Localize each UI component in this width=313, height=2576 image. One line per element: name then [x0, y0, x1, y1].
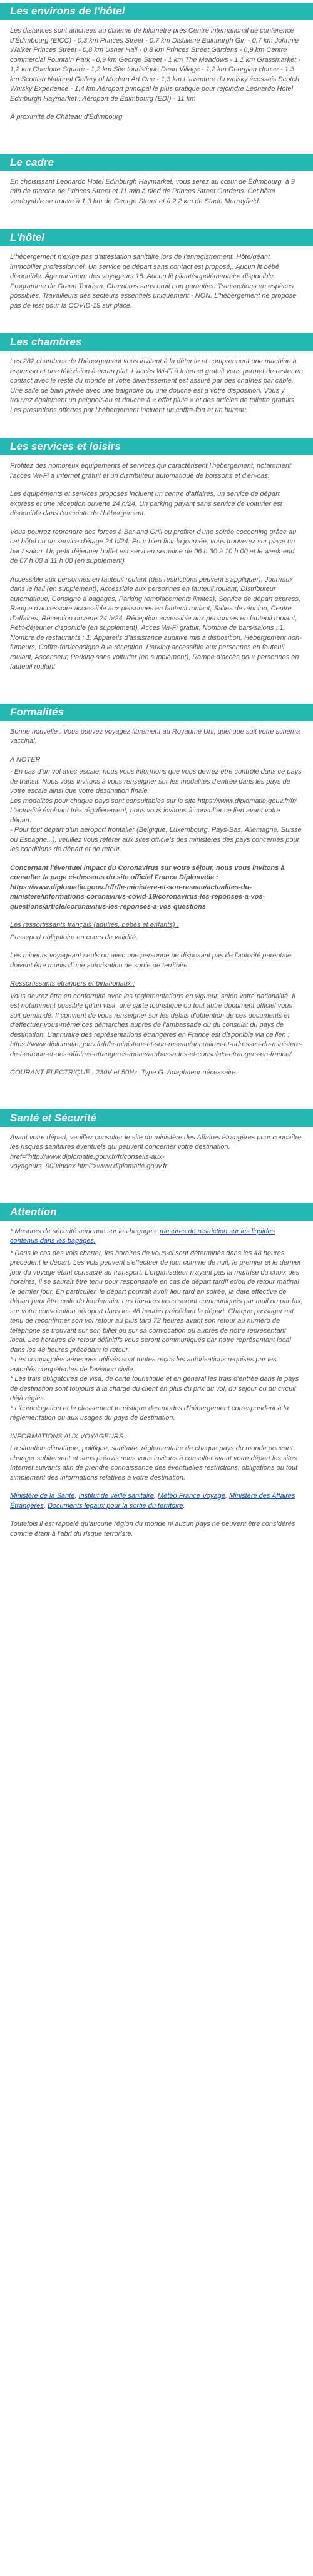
formalites-covid: Concernant l'éventuel impact du Coronavirus sur votre séjour, nous vous invitons à consulter la page ci-dessous du site officiel France Diplomatie : https://www.diplomatie.gouv.fr/fr/le-ministere-et-son-reseau/actualites-du-ministere/informations-coronavirus-covid-19/coronavirus-les-reponses-a-vos-questions/article/coronavirus-les-reponses-a-vos-questions	[10, 864, 285, 911]
services-amenities-list: Accessible aux personnes en fauteuil roulant (des restrictions peuvent s'appliquer), Journaux dans le hall (en supplément), Accessible aux personnes en fauteuil roulant, Distributeur automatique, Consigne à bagages, Parking (emplacements limités), Service de départ express, Rampe d'accessoire accessible aux personnes en fauteuil roulant, Salles de réunion, Centre d'affaires, Réception ouverte 24 h/24, Réception accessible aux personnes en fauteuil roulant, Petit-déjeuner disponible (en supplément), Accès Wi-Fi gratuit, Nombre de bars/salons : 1, Nombre de restaurants : 1, Appareils d'assistance auditive mis à disposition, Hébergement non-fumeurs, Coffre-fort/consigne à la réception, Parking accessible aux personnes en fauteuil roulant, Ascenseur, Parking sans voiturier (en supplément), Rampe d'accès pour personnes en fauteuil roulant	[10, 575, 302, 670]
link-ministere-sante[interactable]: Ministère de la Santé	[10, 1492, 75, 1500]
section-attention	[0, 1221, 313, 1553]
liquides-restriction-link[interactable]: mesures de restriction sur les liquides contenus dans les bagages.	[10, 1227, 275, 1245]
formalites-mineurs: Les mineurs voyageant seuls ou avec une personne ne disposant pas de l'autorité parentale doivent être munis d'une autorisation de sortie de territoire.	[10, 952, 292, 969]
section-title-services: Les services et loisirs	[0, 438, 313, 455]
attention-mesures-prefix: * Mesures de sécurité aérienne sur les bagages:	[10, 1227, 160, 1235]
attention-links: Ministère de la Santé, Institut de veille sanitaire, Météo France Voyage, Ministère des Affaires Étrangères, Documents légaux pour la sortie du territoire.	[10, 1492, 295, 1510]
formalites-etrangers-label: Ressortissants étrangers et binationaux :	[10, 980, 135, 987]
formalites-anoter-body: - En cas d'un vol avec escale, nous vous informons que vous devrez être contrôlé dans ce pays de transit. Nous vous invitons à vous renseigner sur les modalités d'entrée dans les pays de votre escale ainsi que votre destination finale. Les modalités pour chaque pays sont consultables sur le site https://www.diplomatie.gouv.fr/fr/ L'actualité évoluant très régulièrement, nous vous invitons à consulter ce lien avant votre départ. - Pour tout départ d'un aéroport frontalier (Belgique, Luxembourg, Pays-Bas, Allemagne, Suisse ou Espagne...), veuillez vous référer aux sites officiels des ministères des pays concernés pour les conditions de départ et de retour.	[10, 768, 302, 853]
attention-body: * Dans le cas des vols charter, les horaires de vous-ci sont déterminés dans les 48 heures précédent le départ. Les vols peuvent s'effectuer de jour comme de nuit, le premier et le dernier jour du voyage étant consacré au transport. L'organisateur n'ayant pas la maîtrise du choix des horaires, il se saurait être tenu pour responsable en cas de départ tardif et/ou de retour matinal le dernier jour. En particulier, le départ pourrait avoir lieu tard en soirée, la date effective de départ peut être celle du lendemain. Les horaires vous seront communiqués par mail ou par fax, sur votre convocation aéroport dans les 48 heures précédant le départ. Chaque passager est tenu de reconfirmer son vol retour au plus tard 72 heures avant son retour au numéro de téléphone se trouvant sur son billet ou sur sa convocation ou auprès de notre représentant local. Les horaires de retour définitifs vous seront communiqués par notre représentant local dans les 48 heures précédant le retour. * Les compagnies aériennes utilisés sont toutes reçus les autorisations requises par les autorités compétentes de l'aviation civile. * Les frais obligatoires de visa, de carte touristique et en général les frais d'entrée dans le pays de destination sont toujours à la charge du client en plus du prix du vol, du séjour ou du circuit déjà réglés. * L'homologation et le classement touristique des modes d'hébergement correspondent à la réglementation ou aux usages du pays de destination.	[10, 1249, 303, 1422]
section-title-hotel: L'hôtel	[0, 229, 313, 246]
formalites-fr-label: Les ressortissants français (adultes, bébés et enfants) :	[10, 921, 179, 929]
formalites-courant: COURANT ELECTRIQUE : 230V et 50Hz. Type G. Adaptateur nécessaire.	[10, 1069, 238, 1076]
attention-info-label: INFORMATIONS AUX VOYAGEURS :	[10, 1432, 128, 1440]
section-title-sante: Santé et Sécurité	[0, 1109, 313, 1127]
formalites-anoter-label: A NOTER	[10, 755, 41, 764]
hotel-text: L'hébergement n'exige pas d'attestation sanitaire lors de l'enregistrement. Hôte/géant immobilier professionnel. Un service de départ sans contact est proposé,. Aucun lit bébé disponible. Âge minimum des voyageurs 18. Aucun lit pliant/supplémentaire disponible. Programme de Green Tourism. Chambres sans bruit non garanties. Transactions en espèces possibles. Travailleurs des secteurs essentiels uniquement - NON. L'hébergement ne propose pas de test pour la COVID-19 sur place.	[10, 253, 297, 310]
environs-nearby: À proximité de Château d'Édimbourg	[10, 113, 123, 121]
formalites-intro: Bonne nouvelle : Vous pouvez voyagez librement au Royaume Uni, quel que soit votre schéma vaccinal.	[10, 727, 300, 745]
section-title-attention: Attention	[0, 1203, 313, 1221]
section-formalites	[0, 721, 313, 1092]
section-sante	[0, 1127, 313, 1186]
section-title-chambres: Les chambres	[0, 333, 313, 351]
section-title-formalites: Formalités	[0, 704, 313, 721]
services-intro: Profitez des nombreux équipements et services qui caractérisent l'hébergement, notamment l'accès Wi-Fi à Internet gratuit et un distributeur automatique de boissons et d'en-cas.	[10, 462, 292, 480]
cadre-text: En choisissant Leonardo Hotel Edinburgh Haymarket, vous serez au cœur de Édimbourg, à 9 min de marche de Princes Street et 11 min à pied de Princes Street Gardens. Cet hôtel verdoyable se trouve à 1,3 km de George Street et à 2,2 km de Stade Murrayfield.	[10, 178, 295, 205]
environs-distances: Les distances sont affichées au dixième de kilomètre près Centre international de conférence d'Édimbourg (EICC) - 0,3 km Princes Street - 0,7 km Distillerie Edinburgh Gin - 0,7 km Johnnie Walker Princes Street - 0,8 km Usher Hall - 0,8 km Princes Street Gardens - 0,9 km Centre commercial Fountain Park - 0,9 km George Street - 1 km The Meadows - 1,1 km Grassmarket - 1,2 km Charlotte Square - 1,2 km Site touristique Dean Village - 1,2 km Georgian House - 1,3 km Scottish National Gallery of Modern Art One - 1,3 km L'aventure du whisky écossais Scotch Whisky Experience - 1,4 km Aéroport principal le plus pratique pour rejoindre Leonardo Hotel Edinburgh Haymarket : Aéroport de Édimbourg (EDI) - 11 km	[10, 27, 300, 103]
formalites-etrangers-body: Vous devrez être en conformité avec les réglementations en vigueur, selon votre nationalité. Il est notamment possible qu'un visa, une carte touristique ou tout autre document officiel vous soit demandé. Il convient de vous renseigner sur les délais d'obtention de ces documents et d'effectuer vous-même ces démarches auprès de l'ambassade ou du consulat du pays de destination. L'annuaire des représentations étrangères en France est disponible via ce lien : https://www.diplomatie.gouv.fr/fr/le-ministere-et-son-reseau/annuaires-et-adresses-du-ministere-de-l-europe-et-des-affaires-etrangeres-meae/ambassades-et-consulats-etrangers-en-france/	[10, 992, 302, 1058]
section-services	[0, 455, 313, 686]
attention-mesures	[10, 1227, 303, 1246]
services-dining: Vous pourrez reprendre des forces à Bar and Grill ou profiter d'une soirée cocooning grâce au cet hôtel ou un service d'étage 24 h/24. Pour bien finir la journée, vous trouverez sur place un bar / salon. Un petit déjeuner buffet est servi en semaine de 06 h 30 à 10 h 00 et le week-end de 07 h 00 à 11 h 00 (en supplément).	[10, 528, 297, 565]
chambres-text: Les 282 chambres de l'hébergement vous invitent à la détente et comprennent une machine à espresso et une télévision à écran plat. L'accès Wi-Fi à Internet gratuit vous permet de rester en contact avec le reste du monde et votre divertissement est assuré par des chaînes par câble. Une salle de bain privée avec une baignoire ou une douche est à votre disposition. Vous y trouvez également un peignoir-au et douche à « effet pluie » et des articles de toilette gratuits. Les prestations offertes par l'hébergement incluent un coffre-fort et un bureau.	[10, 358, 303, 414]
section-environs	[0, 20, 313, 136]
link-institut-veille-sanitaire[interactable]: Institut de veille sanitaire	[78, 1492, 154, 1500]
link-documents-legaux[interactable]: Documents légaux pour la sortie du territoire	[47, 1502, 183, 1510]
sante-text: Avant votre départ, veuillez consulter le site du ministère des Affaires étrangères pour connaître les risques sanitaires éventuels qui peuvent concerner votre destination. href="http://www.diplomatie.gouv.fr/fr/conseils-aux-voyageurs_909/index.html">www.diplomatie.gouv.fr	[10, 1133, 302, 1170]
section-title-environs: Les environs de l'hôtel	[0, 3, 313, 20]
services-equipments: Les équipements et services proposés incluent un centre d'affaires, un service de départ express et une réception ouverte 24 h/24. Un parking payant sans service de voiturier est disponible dans l'enceinte de l'hébergement.	[10, 490, 282, 517]
formalites-fr-body: Passeport obligatoire en cours de validité.	[10, 933, 138, 941]
attention-footer: Toutefois il est rappelé qu'aucune région du monde ni aucun pays ne peuvent être considérés comme étant à l'abri du risque terroriste.	[10, 1520, 295, 1538]
section-title-cadre: Le cadre	[0, 154, 313, 171]
link-ministere-affaires-etrangeres[interactable]: Ministère des Affaires Étrangères	[10, 1492, 295, 1510]
section-hotel	[0, 246, 313, 325]
section-chambres	[0, 351, 313, 429]
section-cadre	[0, 171, 313, 221]
attention-info-body: La situation climatique, politique, sanitaire, réglementaire de chaque pays du monde pouvant changer subitement et sans préavis nous vous invitons à consulter avant votre départ les sites Internet suivants afin de prendre connaissance des éventuelles restrictions, obligations ou tout simplement des informations relatives à votre destination.	[10, 1445, 298, 1482]
link-meteo-france-voyage[interactable]: Météo France Voyage	[158, 1492, 225, 1500]
